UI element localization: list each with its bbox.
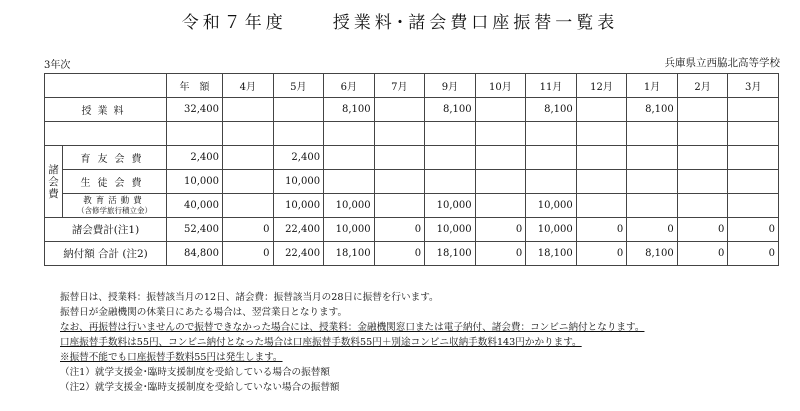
note-line: ※振替不能でも口座振替手数料55円は発生します。 bbox=[60, 352, 283, 363]
grade-label: 3年次 bbox=[44, 60, 71, 71]
fee-total-cell: 0 bbox=[677, 218, 728, 242]
fee-cell bbox=[374, 170, 425, 194]
fee-cell bbox=[627, 170, 678, 194]
fee-cell: 40,000 bbox=[167, 194, 223, 218]
column-header: 5月 bbox=[273, 74, 324, 98]
grand-total-cell: 18,100 bbox=[526, 242, 577, 266]
blank-cell bbox=[526, 122, 577, 146]
column-header: 6月 bbox=[324, 74, 375, 98]
grand-total-cell: 0 bbox=[728, 242, 779, 266]
column-header: 2月 bbox=[677, 74, 728, 98]
title-year: 令和７年度 bbox=[181, 13, 287, 33]
school-name: 兵庫県立西脇北高等学校 bbox=[664, 57, 780, 69]
fee-total-cell: 10,000 bbox=[425, 218, 476, 242]
fee-cell bbox=[677, 170, 728, 194]
fee-cell bbox=[324, 170, 375, 194]
fee-cell bbox=[728, 194, 779, 218]
fee-cell: 10,000 bbox=[526, 194, 577, 218]
fee-total-cell: 0 bbox=[728, 218, 779, 242]
fee-label-seito: 生徒会費 bbox=[63, 170, 167, 194]
fee-cell bbox=[576, 146, 627, 170]
blank-cell bbox=[223, 122, 274, 146]
tuition-cell bbox=[223, 98, 274, 122]
fee-cell bbox=[475, 146, 526, 170]
note-line: 振替日が金融機関の休業日にあたる場合は、翌営業日となります。 bbox=[60, 307, 348, 318]
column-header: 10月 bbox=[475, 74, 526, 98]
header-row bbox=[45, 74, 779, 98]
fee-cell bbox=[627, 194, 678, 218]
column-header: 年 額 bbox=[167, 74, 223, 98]
note-line: なお、再振替は行いませんので振替できなかった場合には、授業料：金融機関窓口または電子納付、諸会費：コンビニ納付となります。 bbox=[60, 322, 645, 333]
grand-total-cell: 0 bbox=[475, 242, 526, 266]
fee-cell: 2,400 bbox=[273, 146, 324, 170]
fee-row-ikuyu bbox=[45, 146, 779, 170]
fee-total-cell: 22,400 bbox=[273, 218, 324, 242]
fee-row-seito bbox=[45, 170, 779, 194]
blank-cell bbox=[425, 122, 476, 146]
tuition-cell: 8,100 bbox=[627, 98, 678, 122]
fee-cell bbox=[374, 146, 425, 170]
grand-total-cell: 0 bbox=[223, 242, 274, 266]
fee-cell bbox=[425, 170, 476, 194]
fee-cell bbox=[374, 194, 425, 218]
fee-label-ikuyu: 育友会費 bbox=[63, 146, 167, 170]
grand-total-cell: 8,100 bbox=[627, 242, 678, 266]
note-line: 振替日は、授業料：振替該当月の12日、諸会費：振替該当月の28日に振替を行います。 bbox=[60, 292, 439, 303]
tuition-label: 授業料 bbox=[45, 98, 167, 122]
grand-total-row bbox=[45, 242, 779, 266]
fee-cell: 10,000 bbox=[425, 194, 476, 218]
grand-total-cell: 84,800 bbox=[167, 242, 223, 266]
notes bbox=[60, 290, 644, 395]
tuition-cell bbox=[576, 98, 627, 122]
tuition-row bbox=[45, 98, 779, 122]
fee-label-kyoiku: 教育活動費 （含修学旅行積立金） bbox=[63, 194, 167, 218]
title-text: 授業料･諸会費口座振替一覧表 bbox=[332, 13, 619, 33]
fee-total-cell: 0 bbox=[627, 218, 678, 242]
tuition-cell: 8,100 bbox=[526, 98, 577, 122]
blank-cell bbox=[167, 122, 223, 146]
fee-cell: 10,000 bbox=[273, 170, 324, 194]
blank-cell bbox=[627, 122, 678, 146]
fee-total-cell: 0 bbox=[374, 218, 425, 242]
fee-cell bbox=[627, 146, 678, 170]
column-header: 11月 bbox=[526, 74, 577, 98]
fee-cell: 10,000 bbox=[273, 194, 324, 218]
column-header: 9月 bbox=[425, 74, 476, 98]
header-corner bbox=[45, 74, 167, 98]
blank-cell bbox=[728, 122, 779, 146]
tuition-cell bbox=[677, 98, 728, 122]
column-header: 3月 bbox=[728, 74, 779, 98]
column-header: 12月 bbox=[576, 74, 627, 98]
grand-total-cell: 0 bbox=[374, 242, 425, 266]
tuition-cell bbox=[374, 98, 425, 122]
fee-cell bbox=[677, 146, 728, 170]
tuition-cell bbox=[728, 98, 779, 122]
fee-cell bbox=[576, 194, 627, 218]
fee-cell bbox=[425, 146, 476, 170]
column-header: 4月 bbox=[223, 74, 274, 98]
blank-cell bbox=[374, 122, 425, 146]
fee-cell bbox=[223, 194, 274, 218]
note-line: （注2）就学支援金･臨時支援制度を受給していない場合の振替額 bbox=[60, 382, 340, 393]
fee-total-cell: 10,000 bbox=[526, 218, 577, 242]
fee-cell bbox=[677, 194, 728, 218]
fee-total-cell: 0 bbox=[475, 218, 526, 242]
tuition-cell: 32,400 bbox=[167, 98, 223, 122]
fee-cell bbox=[728, 146, 779, 170]
blank-cell bbox=[273, 122, 324, 146]
tuition-cell: 8,100 bbox=[324, 98, 375, 122]
fee-cell bbox=[576, 170, 627, 194]
fee-row-kyoiku bbox=[45, 194, 779, 218]
fee-total-cell: 0 bbox=[223, 218, 274, 242]
fee-cell bbox=[728, 170, 779, 194]
fee-total-cell: 52,400 bbox=[167, 218, 223, 242]
fee-cell bbox=[223, 170, 274, 194]
fee-cell: 2,400 bbox=[167, 146, 223, 170]
tuition-cell bbox=[273, 98, 324, 122]
blank-cell bbox=[475, 122, 526, 146]
fee-cell bbox=[526, 146, 577, 170]
tuition-cell: 8,100 bbox=[425, 98, 476, 122]
blank-cell bbox=[324, 122, 375, 146]
grand-total-label: 納付額 合計 (注2) bbox=[45, 242, 167, 266]
fee-total-label: 諸会費計(注1) bbox=[45, 218, 167, 242]
fee-total-row bbox=[45, 218, 779, 242]
fee-total-cell: 10,000 bbox=[324, 218, 375, 242]
fee-cell bbox=[475, 170, 526, 194]
blank-cell bbox=[677, 122, 728, 146]
fee-cell bbox=[223, 146, 274, 170]
blank-cell bbox=[576, 122, 627, 146]
fee-cell: 10,000 bbox=[324, 194, 375, 218]
fee-cell: 10,000 bbox=[167, 170, 223, 194]
fee-cell bbox=[475, 194, 526, 218]
grand-total-cell: 0 bbox=[576, 242, 627, 266]
grand-total-cell: 22,400 bbox=[273, 242, 324, 266]
grand-total-cell: 18,100 bbox=[324, 242, 375, 266]
fee-cell bbox=[526, 170, 577, 194]
fee-total-cell: 0 bbox=[576, 218, 627, 242]
note-line: 口座振替手数料は55円、コンビニ納付となった場合は口座振替手数料55円＋別途コンビニ収納手数料143円かかります。 bbox=[60, 337, 582, 348]
grand-total-cell: 18,100 bbox=[425, 242, 476, 266]
fee-schedule-table bbox=[44, 73, 779, 266]
column-header: 1月 bbox=[627, 74, 678, 98]
group-label-shokaihi: 諸 会 費 bbox=[45, 146, 63, 218]
column-header: 7月 bbox=[374, 74, 425, 98]
blank-row bbox=[45, 122, 779, 146]
grand-total-cell: 0 bbox=[677, 242, 728, 266]
fee-cell bbox=[324, 146, 375, 170]
tuition-cell bbox=[475, 98, 526, 122]
page-title bbox=[0, 8, 800, 33]
note-line: （注1）就学支援金･臨時支援制度を受給している場合の振替額 bbox=[60, 367, 330, 378]
